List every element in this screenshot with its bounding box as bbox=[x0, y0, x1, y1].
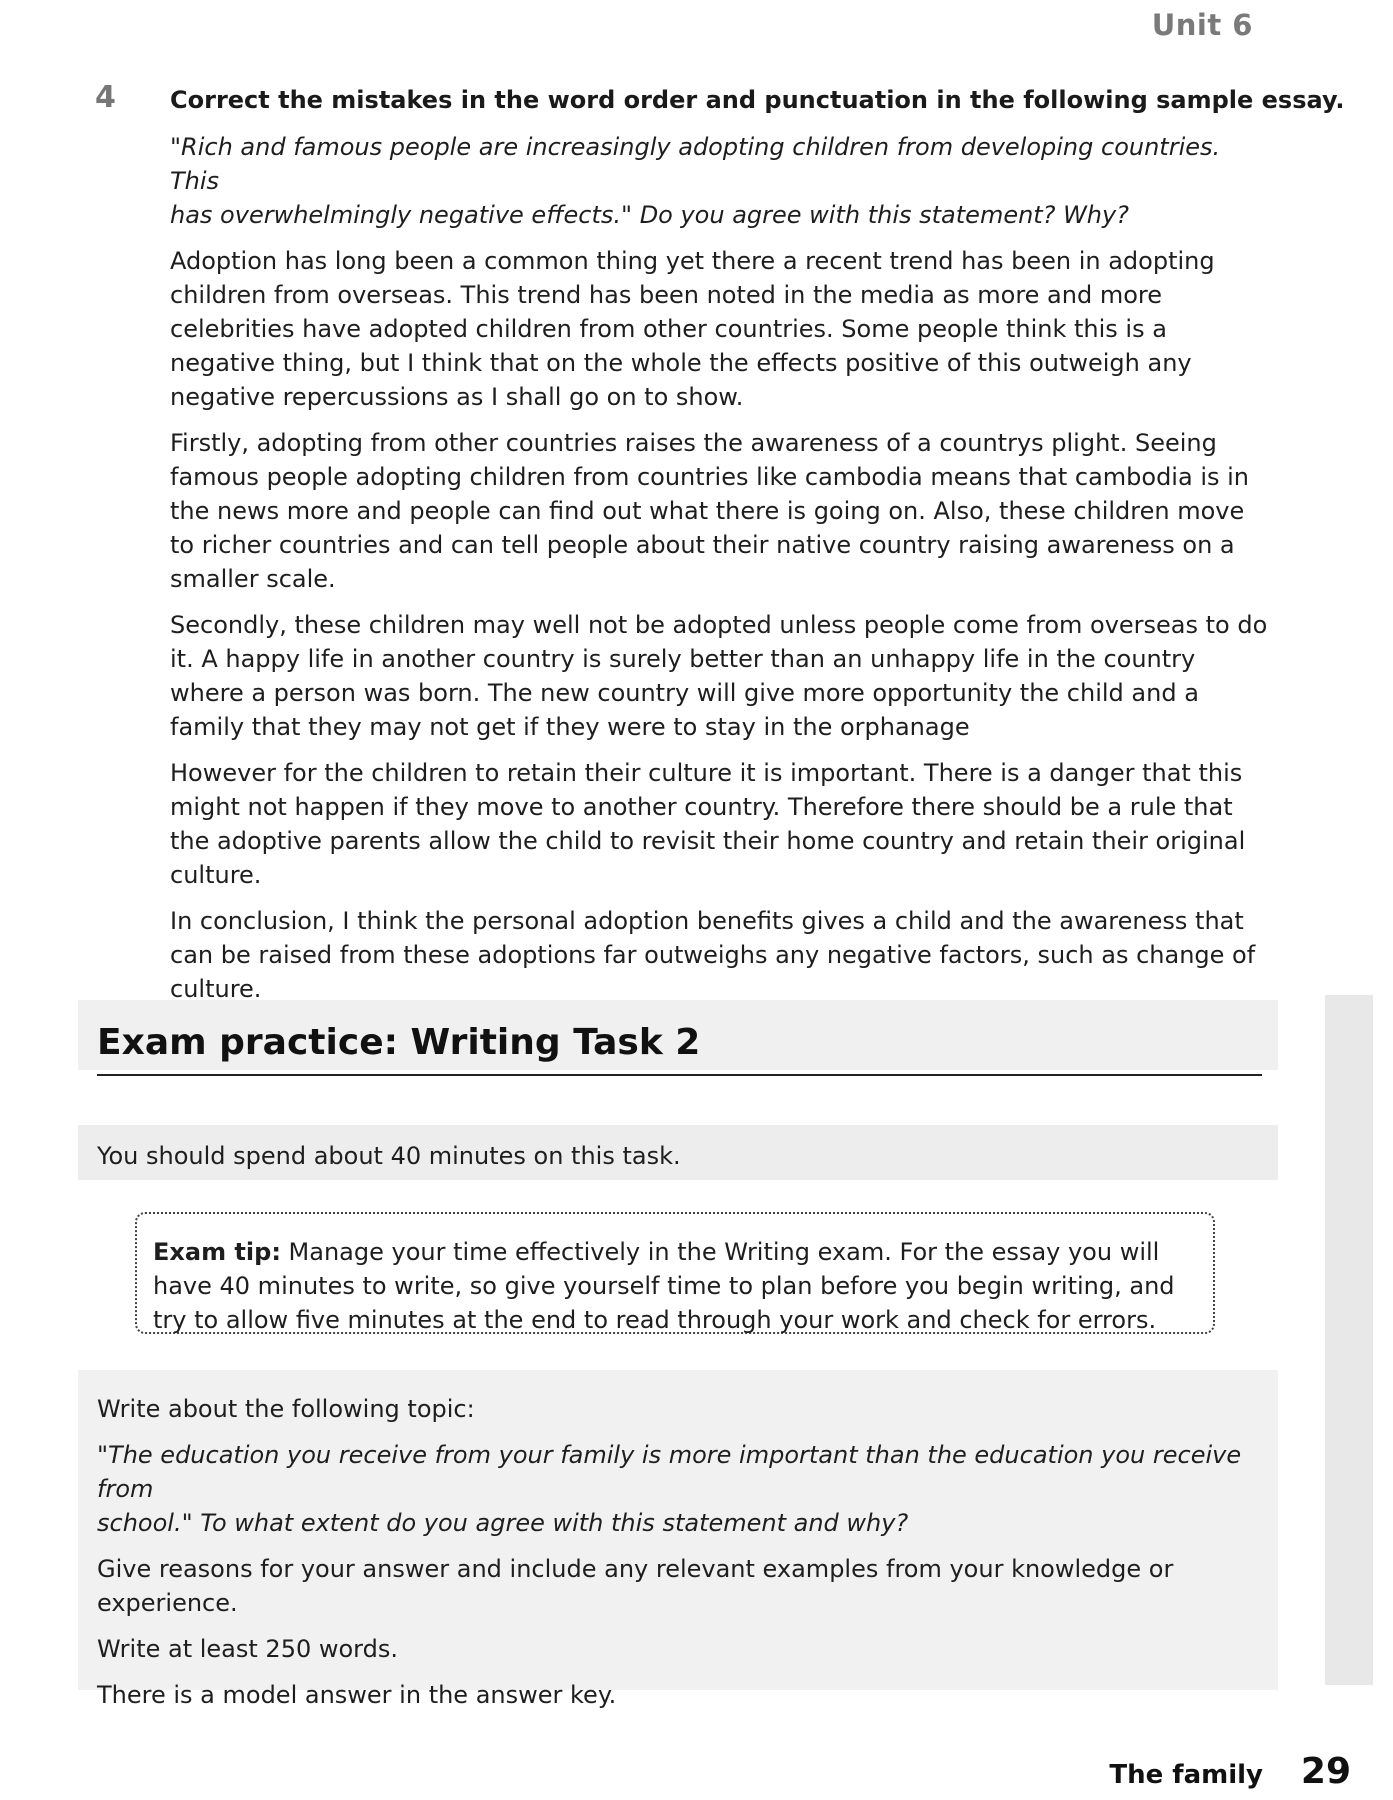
task-model-answer-note: There is a model answer in the answer key. bbox=[97, 1681, 617, 1709]
task-intro: Write about the following topic: bbox=[97, 1395, 475, 1423]
title-divider bbox=[97, 1074, 1262, 1076]
essay-paragraph: Firstly, adopting from other countries raises the awareness of a countrys plight. Seeing famous people adopting children from countries like cambodia means that cambodia is in the news more and people can find out what there is going on. Also, these children move to richer countries and can tell people about their native country raising awareness on a smaller scale. bbox=[170, 429, 1249, 593]
task-word-count: Write at least 250 words. bbox=[97, 1635, 398, 1663]
essay-paragraph: However for the children to retain their culture it is important. There is a danger that this might not happen if they move to another country. Therefore there should be a rule that the adoptive parents allow the child to revisit their home country and retain their original culture. bbox=[170, 759, 1246, 889]
essay-paragraph: In conclusion, I think the personal adoption benefits gives a child and the awareness that can be raised from these adoptions far outweighs any negative factors, such as change of culture. bbox=[170, 907, 1256, 1003]
writing-task bbox=[97, 1392, 1272, 1724]
footer-chapter-title: The family bbox=[1109, 1760, 1263, 1790]
essay-prompt-line-1: "Rich and famous people are increasingly adopting children from developing countries. This bbox=[170, 133, 1221, 195]
task-topic bbox=[97, 1438, 1272, 1540]
exercise-number: 4 bbox=[95, 80, 116, 115]
essay-prompt-line-2: has overwhelmingly negative effects." Do you agree with this statement? Why? bbox=[170, 201, 1129, 229]
exam-tip-box bbox=[135, 1212, 1215, 1334]
time-instruction: You should spend about 40 minutes on this task. bbox=[97, 1142, 681, 1170]
task-topic-line-1: "The education you receive from your family is more important than the education you receive from bbox=[97, 1441, 1242, 1503]
exercise-instruction: Correct the mistakes in the word order and punctuation in the following sample essay. bbox=[170, 86, 1345, 114]
exam-tip-label: Exam tip: bbox=[153, 1238, 281, 1266]
exam-tip-text: Manage your time effectively in the Writing exam. For the essay you will have 40 minutes to write, so give yourself time to plan before you begin writing, and try to allow five minutes at the end to read through your work and check for errors. bbox=[153, 1238, 1175, 1334]
unit-header: Unit 6 bbox=[1151, 8, 1253, 42]
page-edge-shade bbox=[1325, 995, 1373, 1685]
page-number: 29 bbox=[1300, 1751, 1351, 1792]
task-reasons: Give reasons for your answer and include any relevant examples from your knowledge or experience. bbox=[97, 1555, 1174, 1617]
essay-paragraph: Adoption has long been a common thing yet there a recent trend has been in adopting children from overseas. This trend has been noted in the media as more and more celebrities have adopted children from other countries. Some people think this is a negative thing, but I think that on the whole the effects positive of this outweigh any negative repercussions as I shall go on to show. bbox=[170, 247, 1215, 411]
essay-paragraph: Secondly, these children may well not be adopted unless people come from overseas to do it. A happy life in another country is surely better than an unhappy life in the country where a person was born. The new country will give more opportunity the child and a family that they may not get if they were to stay in the orphanage bbox=[170, 611, 1268, 741]
essay-prompt bbox=[170, 130, 1270, 232]
task-topic-line-2: school." To what extent do you agree with this statement and why? bbox=[97, 1509, 909, 1537]
section-title: Exam practice: Writing Task 2 bbox=[97, 1022, 701, 1063]
sample-essay bbox=[170, 130, 1270, 1018]
